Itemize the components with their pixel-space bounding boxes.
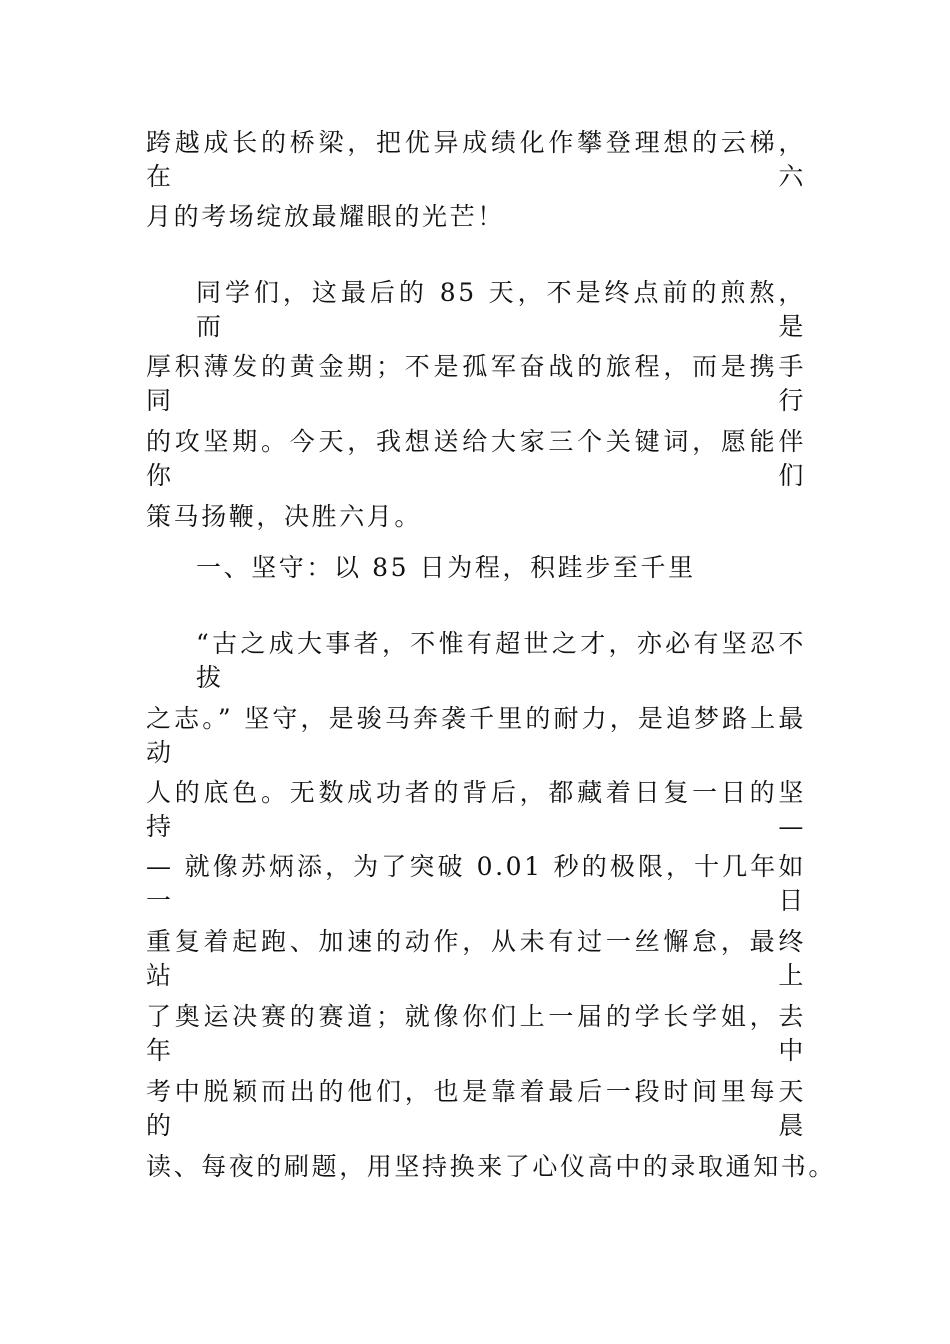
paragraph-line: 人的底色。无数成功者的背后，都藏着日复一日的坚持 —: [146, 778, 806, 841]
paragraph-line: 策马扬鞭，决胜六月。: [146, 502, 423, 531]
paragraph-line: 之志。” 坚守，是骏马奔袭千里的耐力，是追梦路上最动: [146, 704, 806, 767]
paragraph-line: 同学们，这最后的 85 天，不是终点前的煎熬，而是: [196, 278, 806, 341]
paragraph-line: — 就像苏炳添，为了突破 0.01 秒的极限，十几年如一日: [146, 852, 806, 915]
paragraph-line: 厚积薄发的黄金期；不是孤军奋战的旅程，而是携手同行: [146, 352, 806, 415]
paragraph-line: 跨越成长的桥梁，把优异成绩化作攀登理想的云梯，在六: [146, 128, 806, 191]
paragraph-line: 读、每夜的刷题，用坚持换来了心仪高中的录取通知书。: [146, 1152, 837, 1181]
paragraph-line: 考中脱颖而出的他们，也是靠着最后一段时间里每天的晨: [146, 1077, 806, 1140]
paragraph-line: 月的考场绽放最耀眼的光芒！: [146, 202, 505, 231]
paragraph-line: “古之成大事者，不惟有超世之才，亦必有坚忍不拔: [196, 629, 806, 692]
paragraph-line: 重复着起跑、加速的动作，从未有过一丝懈怠，最终站上: [146, 927, 806, 990]
paragraph-line: 了奥运决赛的赛道；就像你们上一届的学长学姐，去年中: [146, 1002, 806, 1065]
paragraph-line: 的攻坚期。今天，我想送给大家三个关键词，愿能伴你们: [146, 427, 806, 490]
section-heading: 一、坚守：以 85 日为程，积跬步至千里: [196, 553, 696, 582]
